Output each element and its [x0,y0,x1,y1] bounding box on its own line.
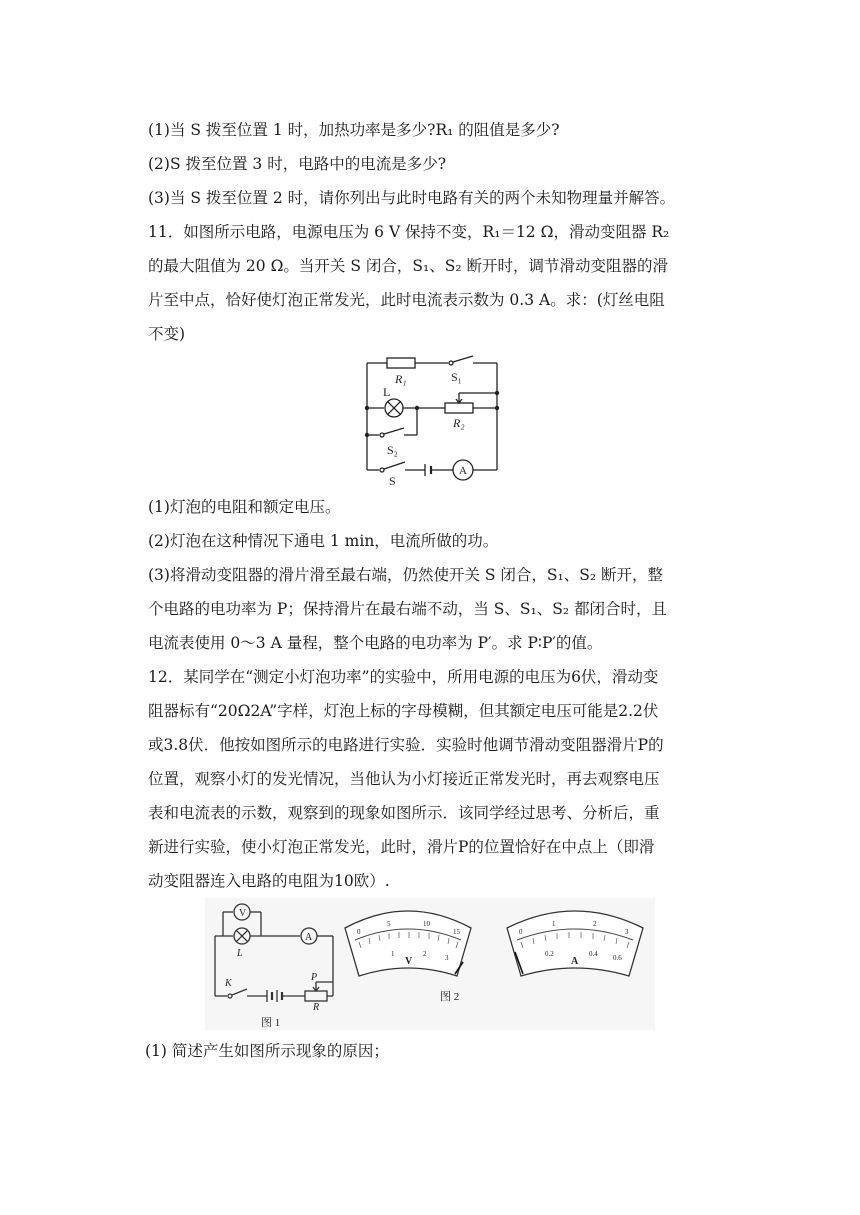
ammeter-tick-0-6: 0.6 [613,954,622,962]
q11-part-3b: 个电路的电功率为 P；保持滑片在最右端不动，当 S、S₁、S₂ 都闭合时，且 [148,600,667,618]
r1-label: R₁ [395,372,407,386]
fig1-p-label: P [311,972,318,983]
q11-line-1: 11．如图所示电路，电源电压为 6 V 保持不变，R₁＝12 Ω，滑动变阻器 R₂ [148,223,670,241]
ammeter-unit: A [571,956,579,967]
s-label: S [389,474,396,488]
ammeter-tick-2: 2 [593,920,597,928]
fig1-r-label: R [313,1002,320,1013]
q12-figures [205,898,655,1030]
q12-line-3: 或3.8伏．他按如图所示的电路进行实验．实验时他调节滑动变阻器滑片P的 [148,736,664,754]
s1-label: S₁ [451,370,462,384]
q12-line-5: 表和电流表的示数，观察到的现象如图所示．该同学经过思考、分析后，重 [148,804,660,822]
q11-line-4: 不变) [148,325,186,343]
voltmeter-tick-0: 0 [357,928,361,936]
voltmeter-tick-2: 2 [423,950,427,958]
q12-part-1: (1) 简述产生如图所示现象的原因； [145,1042,389,1060]
q11-line-2: 的最大阻值为 20 Ω。当开关 S 闭合，S₁、S₂ 断开时，调节滑动变阻器的滑 [148,257,668,275]
q11-part-3c: 电流表使用 0～3 A 量程，整个电路的电功率为 P′。求 P∶P′的值。 [148,634,603,652]
lamp-label: L [383,385,391,399]
voltmeter-tick-10: 10 [423,920,430,928]
q10-part-3: (3)当 S 拨至位置 2 时，请你列出与此时电路有关的两个未知物理量并解答。 [148,189,676,207]
q11-line-3: 片至中点，恰好使灯泡正常发光，此时电流表示数为 0.3 A。求：(灯丝电阻 [148,291,665,309]
ammeter-dial [507,911,643,976]
q12-line-7: 动变阻器连入电路的电阻为10欧）. [148,872,390,890]
ammeter-tick-0: 0 [519,928,523,936]
voltmeter-tick-1: 1 [391,950,395,958]
q12-line-1: 12．某同学在“测定小灯泡功率”的实验中，所用电源的电压为6伏，滑动变 [148,668,659,686]
ammeter-a-label: A [459,465,467,477]
ammeter-tick-0-2: 0.2 [545,950,554,958]
ammeter-tick-3: 3 [625,928,629,936]
q12-line-6: 新进行实验，使小灯泡正常发光，此时，滑片P的位置恰好在中点上（即滑 [148,838,655,856]
q11-part-2: (2)灯泡在这种情况下通电 1 min，电流所做的功。 [148,532,499,550]
q11-part-1: (1)灯泡的电阻和额定电压。 [148,498,341,516]
voltmeter-dial [345,911,471,976]
voltmeter-tick-3: 3 [445,954,449,962]
fig1-caption: 图 1 [261,1017,281,1029]
q12-line-2: 阻器标有“20Ω2A”字样，灯泡上标的字母模糊，但其额定电压可能是2.2伏 [148,702,659,720]
q10-part-2: (2)S 拨至位置 3 时，电路中的电流是多少? [148,155,447,173]
voltmeter-tick-15: 15 [453,928,460,936]
s2-label: S₂ [387,443,398,457]
fig1-k-label: K [225,978,232,989]
voltmeter-unit: V [405,956,413,967]
q10-part-1: (1)当 S 拨至位置 1 时，加热功率是多少?R₁ 的阻值是多少? [148,121,560,139]
fig1-ammeter-label: A [305,932,313,943]
q11-circuit-diagram [355,355,510,490]
q12-line-4: 位置，观察小灯的发光情况，当他认为小灯接近正常发光时，再去观察电压 [148,770,660,788]
fig1-voltmeter-label: V [239,908,247,919]
ammeter-tick-1: 1 [552,920,556,928]
fig1-lamp-label: L [237,948,243,959]
r2-label: R₂ [453,416,465,430]
voltmeter-tick-5: 5 [387,920,391,928]
fig2-caption: 图 2 [440,991,460,1003]
ammeter-tick-0-4: 0.4 [589,950,598,958]
q11-part-3a: (3)将滑动变阻器的滑片滑至最右端，仍然使开关 S 闭合，S₁、S₂ 断开，整 [148,566,664,584]
